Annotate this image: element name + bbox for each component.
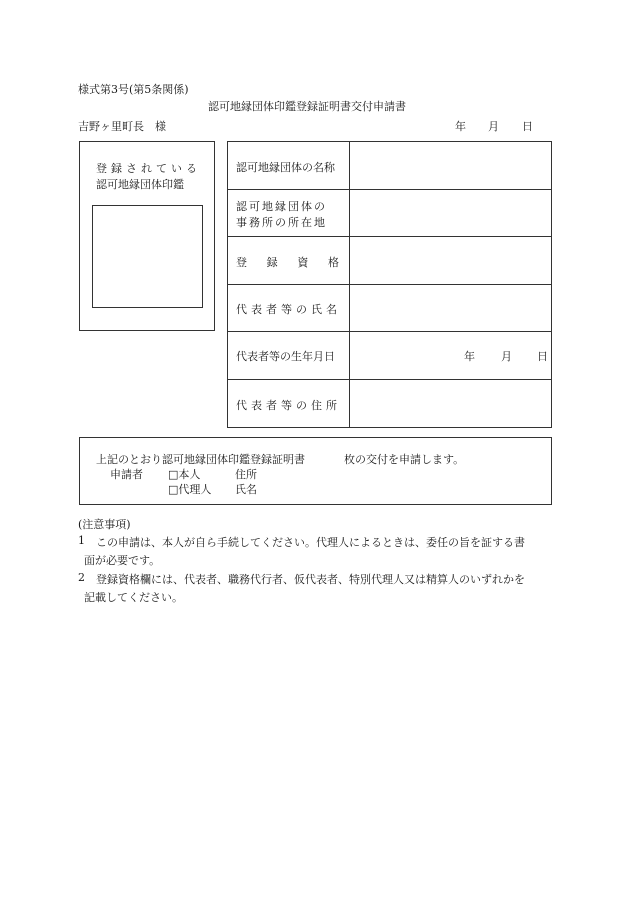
row-label-representative-address: 代表者等の住所 <box>236 399 341 412</box>
row-label-registration-qualification <box>236 254 339 270</box>
note-text-line2: 面が必要です。 <box>84 554 161 567</box>
seal-box-label-line2: 認可地縁団体印鑑 <box>96 178 184 191</box>
birthdate-month-label: 月 <box>501 350 512 363</box>
row-label-representative-birthdate: 代表者等の生年月日 <box>236 350 335 363</box>
note-number: 1 <box>78 534 85 547</box>
request-sentence-part2: 枚の交付を申請します。 <box>344 453 465 466</box>
note-number: 2 <box>78 571 85 584</box>
registration-table <box>227 141 552 428</box>
seal-impression-area <box>92 205 203 308</box>
notes-heading: (注意事項) <box>78 518 131 531</box>
row-label-group-name: 認可地縁団体の名称 <box>236 161 335 174</box>
qualification-char: 登 <box>236 256 247 269</box>
birthdate-day-label: 日 <box>537 350 548 363</box>
qualification-char: 録 <box>266 256 278 269</box>
addressee: 吉野ヶ里町長 様 <box>78 120 166 133</box>
table-row-divider <box>228 236 551 237</box>
option-agent: □代理人 <box>168 483 212 496</box>
row-label-office-address-line1: 認可地縁団体の <box>236 200 327 213</box>
seal-box-label-line1: 登録されている <box>96 162 201 175</box>
row-label-office-address-line2: 事務所の所在地 <box>236 216 327 229</box>
request-box <box>79 437 552 505</box>
table-row-divider <box>228 331 551 332</box>
name-label: 氏名 <box>235 483 257 496</box>
request-sentence-part1: 上記のとおり認可地縁団体印鑑登録証明書 <box>96 453 305 466</box>
option-self: □本人 <box>168 468 201 481</box>
table-row-divider <box>228 379 551 380</box>
date-year-label: 年 <box>455 120 466 133</box>
table-row-divider <box>228 284 551 285</box>
form-number: 様式第3号(第5条関係) <box>78 83 189 96</box>
qualification-char: 格 <box>327 256 339 269</box>
qualification-char: 資 <box>297 256 309 269</box>
date-day-label: 日 <box>522 120 533 133</box>
note-text-line2: 記載してください。 <box>84 591 183 604</box>
table-row-divider <box>228 189 551 190</box>
address-label: 住所 <box>235 468 257 481</box>
note-text-line1: 登録資格欄には、代表者、職務代行者、仮代表者、特別代理人又は精算人のいずれかを <box>96 573 525 586</box>
note-text-line1: この申請は、本人が自ら手続してください。代理人によるときは、委任の旨を証する書 <box>96 536 525 549</box>
applicant-label: 申請者 <box>110 468 143 481</box>
date-month-label: 月 <box>488 120 499 133</box>
row-label-representative-name: 代表者等の氏名 <box>236 303 341 316</box>
seal-box <box>79 141 215 331</box>
document-title: 認可地縁団体印鑑登録証明書交付申請書 <box>208 100 406 113</box>
birthdate-year-label: 年 <box>464 350 475 363</box>
